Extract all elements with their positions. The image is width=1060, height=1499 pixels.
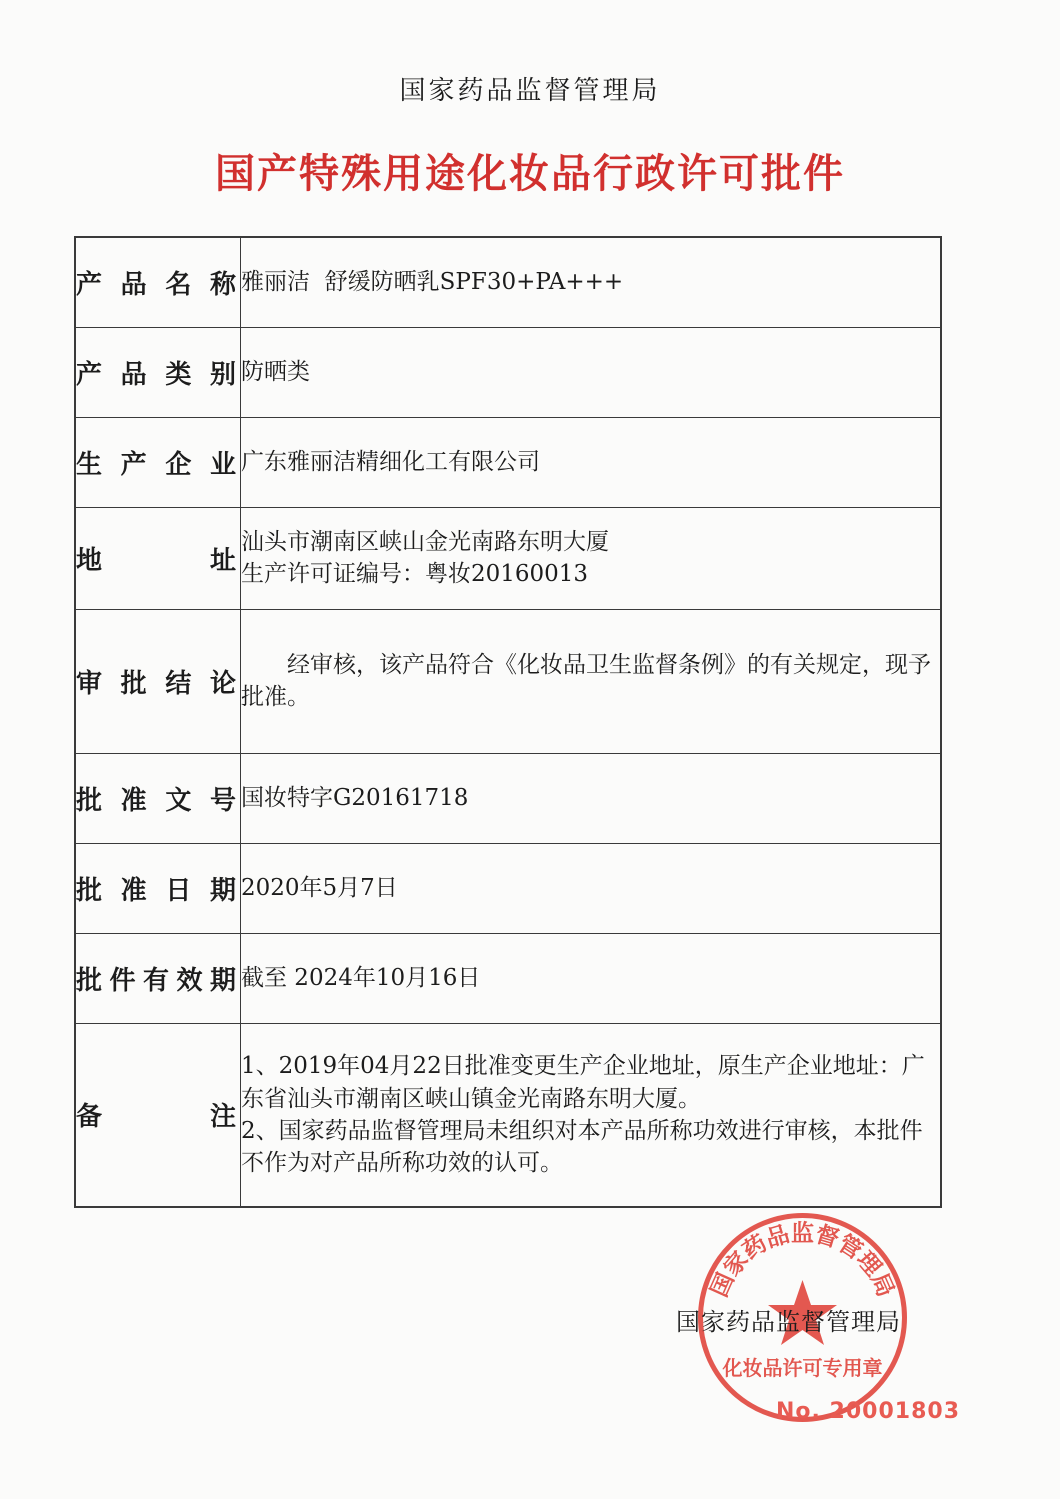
label-char: 准 bbox=[120, 785, 147, 816]
label-remarks bbox=[75, 1023, 241, 1207]
label-char: 业 bbox=[209, 449, 236, 480]
label-approval-conclusion bbox=[75, 609, 241, 753]
label-char: 批 bbox=[76, 965, 103, 996]
label-manufacturer bbox=[75, 417, 241, 507]
value-line: 生产许可证编号：粤妆20160013 bbox=[241, 561, 589, 587]
label-char: 品 bbox=[120, 359, 147, 390]
value-line: 国妆特字G20161718 bbox=[241, 784, 469, 811]
value-line: 2、国家药品监督管理局未组织对本产品所称功效进行审核，本批件不作为对产品所称功效的认可。 bbox=[241, 1117, 923, 1176]
label-char: 备 bbox=[76, 1102, 103, 1133]
row-manufacturer bbox=[75, 417, 941, 507]
label-char: 注 bbox=[209, 1102, 236, 1133]
value-product-category bbox=[241, 327, 942, 417]
label-char: 类 bbox=[165, 359, 192, 390]
value-line: 广东雅丽洁精细化工有限公司 bbox=[241, 448, 540, 475]
value-line: 防晒类 bbox=[241, 358, 310, 385]
signer-name: 国家药品监督管理局 bbox=[676, 1308, 901, 1336]
label-char: 企 bbox=[165, 449, 192, 480]
label-char: 批 bbox=[120, 668, 147, 699]
value-line: 经审核，该产品符合《化妆品卫生监督条例》的有关规定，现予批准。 bbox=[241, 651, 931, 710]
label-char: 别 bbox=[209, 359, 236, 390]
value-line: 截至 2024年10月16日 bbox=[241, 964, 481, 991]
label-char: 期 bbox=[209, 965, 236, 996]
value-line: 汕头市潮南区峡山金光南路东明大厦 bbox=[241, 528, 609, 555]
row-approval-date bbox=[75, 843, 941, 933]
label-char: 地 bbox=[76, 545, 103, 576]
label-char: 号 bbox=[209, 785, 236, 816]
label-char: 批 bbox=[76, 875, 103, 906]
value-approval-date bbox=[241, 843, 942, 933]
value-line: 2020年5月7日 bbox=[241, 874, 398, 901]
value-validity bbox=[241, 933, 942, 1023]
label-char: 产 bbox=[120, 449, 147, 480]
row-validity bbox=[75, 933, 941, 1023]
label-char: 结 bbox=[165, 668, 192, 699]
row-approval-conclusion bbox=[75, 609, 941, 753]
row-approval-number bbox=[75, 753, 941, 843]
label-char: 论 bbox=[209, 668, 236, 699]
label-char: 产 bbox=[76, 359, 103, 390]
seal-center-text: 化妆品许可专用章 bbox=[722, 1356, 883, 1380]
label-char: 生 bbox=[76, 449, 103, 480]
label-product-name bbox=[75, 237, 241, 327]
label-char: 称 bbox=[209, 269, 236, 300]
value-line: 雅丽洁 舒缓防晒乳SPF30+PA+++ bbox=[241, 269, 624, 296]
row-product-category bbox=[75, 327, 941, 417]
label-char: 名 bbox=[165, 269, 192, 300]
label-approval-date bbox=[75, 843, 241, 933]
label-approval-number bbox=[75, 753, 241, 843]
value-remarks bbox=[241, 1023, 942, 1207]
value-approval-number bbox=[241, 753, 942, 843]
permit-table bbox=[74, 236, 942, 1208]
value-approval-conclusion bbox=[241, 609, 942, 753]
seal-ring-text: 国家药品监督管理局 bbox=[706, 1220, 899, 1301]
label-product-category bbox=[75, 327, 241, 417]
label-char: 批 bbox=[76, 785, 103, 816]
value-product-name bbox=[241, 237, 942, 327]
label-char: 址 bbox=[209, 545, 236, 576]
row-product-name bbox=[75, 237, 941, 327]
value-manufacturer bbox=[241, 417, 942, 507]
value-address bbox=[241, 507, 942, 609]
label-char: 有 bbox=[142, 965, 169, 996]
label-char: 产 bbox=[76, 269, 103, 300]
value-line: 1、2019年04月22日批准变更生产企业地址，原生产企业地址：广东省汕头市潮南区峡山镇金光南路东明大厦。 bbox=[241, 1053, 925, 1112]
stamp-number: No. 20001803 bbox=[776, 1399, 961, 1424]
row-remarks bbox=[75, 1023, 941, 1207]
label-char: 准 bbox=[120, 875, 147, 906]
label-char: 审 bbox=[76, 668, 103, 699]
label-char: 期 bbox=[209, 875, 236, 906]
label-char: 文 bbox=[165, 785, 192, 816]
document-title: 国产特殊用途化妆品行政许可批件 bbox=[215, 151, 845, 197]
issuer-name: 国家药品监督管理局 bbox=[399, 76, 661, 106]
row-address bbox=[75, 507, 941, 609]
label-char: 日 bbox=[165, 875, 192, 906]
label-validity bbox=[75, 933, 241, 1023]
label-char: 效 bbox=[176, 965, 203, 996]
label-address bbox=[75, 507, 241, 609]
label-char: 件 bbox=[109, 965, 136, 996]
label-char: 品 bbox=[120, 269, 147, 300]
